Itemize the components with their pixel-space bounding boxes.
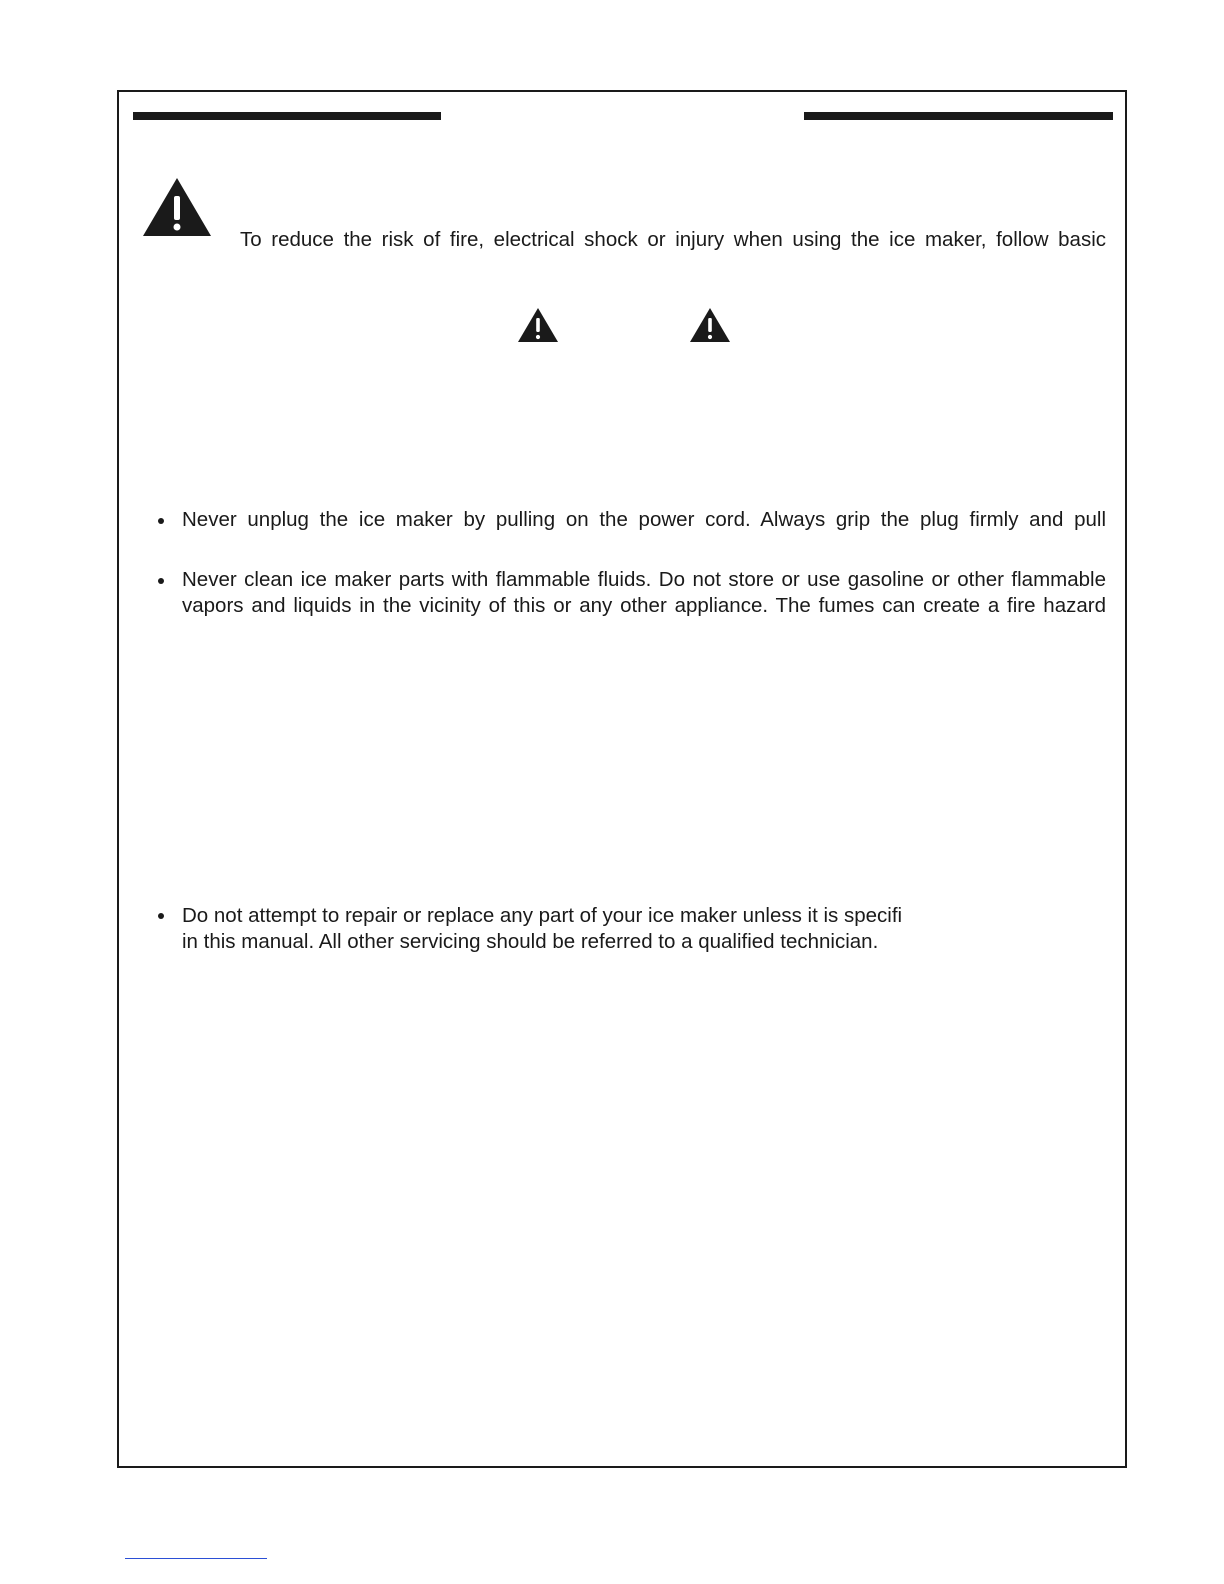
page-border [117,90,1127,1468]
bullet-2 [156,576,166,586]
footer-link-underline[interactable] [125,1558,267,1559]
safety-item-1-line-1: Never unplug the ice maker by pulling on the power cord. Always grip the plug firmly and pull [182,508,1106,531]
warning-triangle-icon-right [689,307,731,343]
bullet-3 [156,911,166,921]
header-rule-left [133,112,441,120]
safety-item-2-line-1: Never clean ice maker parts with flammable fluids. Do not store or use gasoline or other flammable [182,568,1106,591]
warning-triangle-icon-left [517,307,559,343]
safety-item-3-line-1: Do not attempt to repair or replace any part of your ice maker unless it is specifi [182,904,903,927]
warning-triangle-icon [141,176,213,238]
bullet-1 [156,516,166,526]
safety-item-3-line-2: in this manual. All other servicing should be referred to a qualified technician. [182,930,879,953]
header-rule-right [804,112,1113,120]
intro-text: To reduce the risk of fire, electrical shock or injury when using the ice maker, follow basic [240,228,1106,251]
safety-item-2-line-2: vapors and liquids in the vicinity of this or any other appliance. The fumes can create a fire hazard [182,594,1106,617]
